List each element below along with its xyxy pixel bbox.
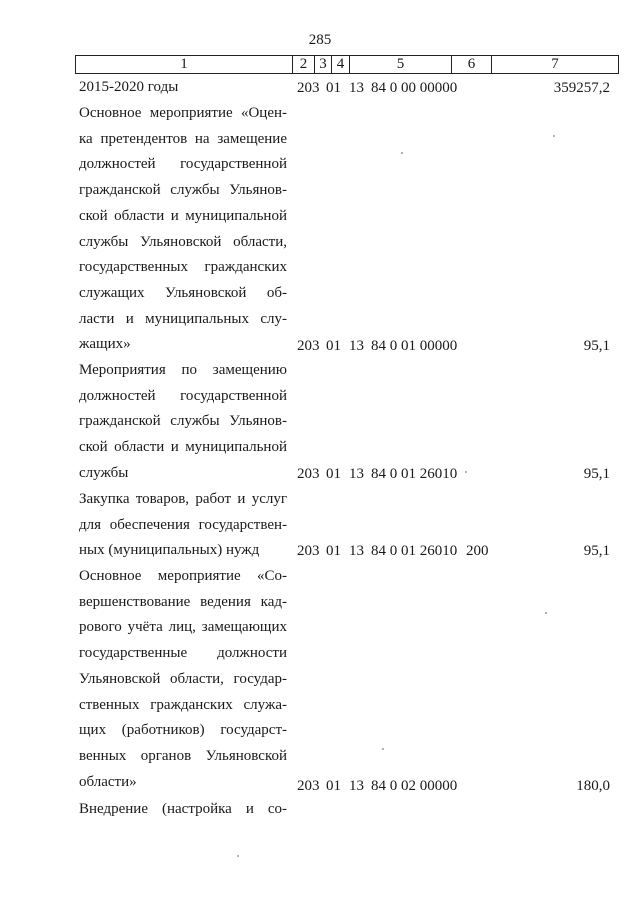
code-pr: 13 (349, 543, 364, 559)
code-csr: 84 0 01 26010 (371, 543, 458, 559)
header-col-5: 5 (350, 56, 452, 73)
row-amount: 95,1 (583, 543, 610, 559)
row-amount: 95,1 (583, 466, 610, 482)
description-line: рового учёта лиц, замещающих (79, 619, 287, 636)
code-pr: 13 (349, 80, 364, 96)
description-line: Закупка товаров, работ и услуг (79, 491, 287, 507)
scan-speck (465, 471, 467, 473)
description-line: Основное мероприятие «Со- (79, 568, 287, 584)
description-line: щих (работников) государст- (79, 722, 287, 739)
header-col-1: 1 (76, 56, 293, 73)
scan-speck (545, 612, 547, 614)
code-rz: 01 (326, 338, 341, 354)
header-col-4: 4 (332, 56, 350, 73)
description-line: жащих» (79, 336, 131, 353)
code-csr: 84 0 00 00000 (371, 80, 458, 96)
description-line: Ульяновской области, государ- (79, 670, 287, 687)
code-csr: 84 0 01 00000 (371, 338, 458, 354)
code-gr: 203 (297, 80, 320, 96)
description-line: службы Ульяновской области, (79, 233, 287, 250)
scan-speck (237, 855, 239, 857)
description-line: области» (79, 773, 137, 790)
code-csr: 84 0 01 26010 (371, 466, 458, 482)
row-description (79, 75, 287, 101)
scan-speck (382, 748, 384, 750)
code-gr: 203 (297, 466, 320, 482)
code-rz: 01 (326, 466, 341, 482)
description-line: службы (79, 464, 129, 481)
description-line: Внедрение (настройка и со- (79, 801, 287, 817)
code-csr: 84 0 02 00000 (371, 778, 458, 794)
header-col-2: 2 (293, 56, 315, 73)
description-line: Мероприятия по замещению (79, 362, 287, 378)
row-amount: 180,0 (576, 778, 610, 794)
description-line: государственных гражданских (79, 259, 287, 276)
table-header-row (75, 55, 619, 74)
code-rz: 01 (326, 543, 341, 559)
description-line: гражданской службы Ульянов- (79, 182, 287, 199)
description-line: Основное мероприятие «Оцен- (79, 105, 287, 121)
description-line: венных органов Ульяновской (79, 747, 287, 764)
description-line: должностей государственной (79, 387, 287, 404)
row-amount: 359257,2 (553, 80, 610, 96)
description-line: государственные должности (79, 645, 287, 662)
row-description (79, 564, 287, 795)
code-pr: 13 (349, 466, 364, 482)
description-line: ской области и муниципальной (79, 207, 287, 224)
description-line: 2015-2020 годы (79, 79, 179, 95)
description-line: гражданской службы Ульянов- (79, 413, 287, 430)
scan-speck (401, 152, 403, 154)
code-gr: 203 (297, 543, 320, 559)
code-gr: 203 (297, 778, 320, 794)
code-gr: 203 (297, 338, 320, 354)
description-line: для обеспечения государствен- (79, 516, 287, 533)
description-line: ласти и муниципальных слу- (79, 310, 287, 327)
code-pr: 13 (349, 338, 364, 354)
description-line: ственных гражданских служа- (79, 696, 287, 713)
row-description (79, 101, 287, 358)
row-description (79, 358, 287, 487)
row-description (79, 487, 287, 564)
description-line: вершенствование ведения кад- (79, 593, 287, 610)
header-col-3: 3 (315, 56, 332, 73)
code-pr: 13 (349, 778, 364, 794)
code-vr: 200 (466, 543, 489, 559)
description-line: должностей государственной (79, 156, 287, 173)
row-description (79, 797, 287, 823)
description-line: ка претендентов на замещение (79, 130, 287, 147)
description-line: ных (муниципальных) нужд (79, 542, 260, 559)
page-number: 285 (308, 32, 332, 48)
row-amount: 95,1 (583, 338, 610, 354)
code-rz: 01 (326, 778, 341, 794)
description-line: ской области и муниципальной (79, 439, 287, 456)
description-line: служащих Ульяновской об- (79, 284, 287, 301)
header-col-6: 6 (452, 56, 492, 73)
code-rz: 01 (326, 80, 341, 96)
header-col-7: 7 (551, 56, 559, 72)
scan-speck (553, 135, 555, 137)
